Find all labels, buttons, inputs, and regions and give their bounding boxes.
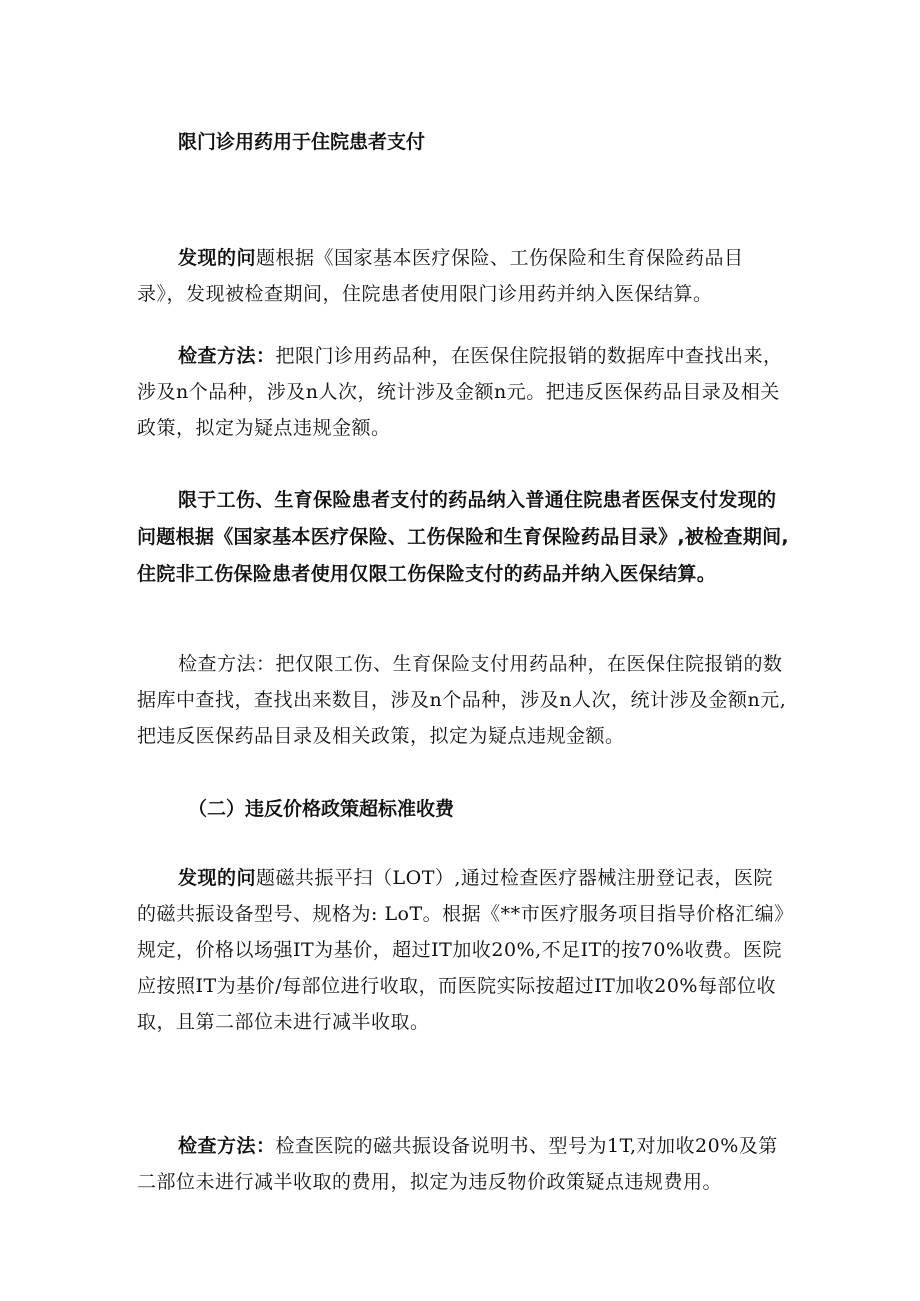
finding-label: 发现的问 [178,867,257,889]
method-text: 把仅限工伤、生育保险支付用药品种，在医保住院报销的数据库中查找，查找出来数目，涉及n个品种，涉及n人次，统计涉及金额n元,把违反医保药品目录及相关政策，拟定为疑点违规金额。 [137,653,787,747]
method-label: 检查方法： [178,1135,276,1157]
finding-text: 题磁共振平扫（LOT）,通过检查医疗器械注册登记表，医院的磁共振设备型号、规格为: LoT。根据《**市医疗服务项目指导价格汇编》规定，价格以场强IT为基价，超过IT加收20%,不足IT的按70%收费。医院应按照IT为基价/每部位进行收取，而医院实际按超过IT加收20%每部位收取，且第二部位未进行减半收取。 [137,867,785,1033]
section-title: 限门诊用药用于住院患者支付 [178,131,426,153]
method-paragraph-2 [137,646,792,754]
method-paragraph-1 [137,338,792,446]
finding-paragraph-2 [137,860,792,1040]
finding-text: 题根据《国家基本医疗保险、工伤保险和生育保险药品目录》，发现被检查期间，住院患者使用限门诊用药并纳入医保结算。 [137,247,744,305]
violation-heading-paragraph: 限于工伤、生育保险患者支付的药品纳入普通住院患者医保支付发现的问题根据《国家基本医疗保险、工伤保险和生育保险药品目录》,被检查期间,住院非工伤保险患者使用仅限工伤保险支付的药品并纳入医保结算。 [137,489,789,585]
method-text: 把限门诊用药品种，在医保住院报销的数据库中查找出来，涉及n个品种，涉及n人次，统计涉及金额n元。把违反医保药品目录及相关政策，拟定为疑点违规金额。 [137,345,783,439]
method-paragraph-3 [137,1128,792,1200]
method-label: 检查方法： [178,345,276,367]
method-text: 检查医院的磁共振设备说明书、型号为1T,对加收20%及第二部位未进行减半收取的费用，拟定为违反物价政策疑点违规费用。 [137,1135,778,1193]
finding-paragraph-1 [137,240,792,312]
method-label: 检查方法： [178,653,276,675]
finding-label: 发现的问 [178,247,257,269]
section-subheading: （二）违反价格政策超标准收费 [188,798,455,820]
